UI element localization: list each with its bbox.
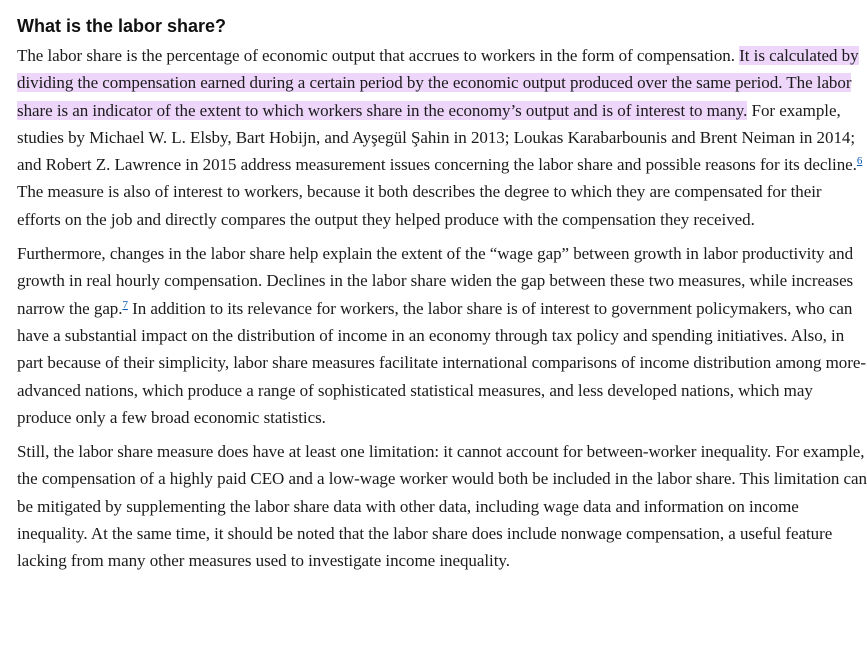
paragraph-2 <box>17 240 867 431</box>
footnote-7-link[interactable]: 7 <box>122 298 128 311</box>
footnote-6-link[interactable]: 6 <box>856 155 863 168</box>
paragraph-1-tail: The measure is also of interest to workers, because it both describes the degree to which they are compensated for their efforts on the job and directly compares the output they helped produce with the compensation they received. <box>17 182 822 229</box>
paragraph-1-lead: The labor share is the percentage of economic output that accrues to workers in the form of compensation. <box>17 46 735 65</box>
article-section <box>17 14 867 582</box>
section-heading: What is the labor share? <box>17 16 227 36</box>
highlighted-text[interactable]: It is calculated by dividing the compensation earned during a certain period by the economic output produced over the same period. The labor share is an indicator of the extent to which workers share in the economy’s output and is of interest to many. <box>17 46 859 120</box>
paragraph-2-lead: Furthermore, changes in the labor share help explain the extent of the “wage gap” between growth in labor productivity and growth in real hourly compensation. Declines in the labor share widen the gap between these two measures, while increases narrow the gap. <box>17 244 854 318</box>
footnote-6 <box>857 155 862 167</box>
paragraph-2-tail: In addition to its relevance for workers, the labor share is of interest to government policymakers, who can have a substantial impact on the distribution of income in an economy through tax policy and spending initiatives. Also, in part because of their simplicity, labor share measures facilitate international comparisons of income distribution among more-advanced nations, which produce a range of sophisticated statistical measures, and less developed nations, which may produce only a few broad economic statistics. <box>17 298 866 427</box>
paragraph-1 <box>17 42 867 233</box>
paragraph-1-middle: For example, studies by Michael W. L. Elsby, Bart Hobijn, and Ayşegül Şahin in 2013; Loukas Karabarbounis and Brent Neiman in 2014; and Robert Z. Lawrence in 2015 address measurement issues concerning the labor share and possible reasons for its decline. <box>17 100 857 175</box>
paragraph-3: Still, the labor share measure does have at least one limitation: it cannot account for between-worker inequality. For example, the compensation of a highly paid CEO and a low-wage worker would both be included in the labor share. This limitation can be mitigated by supplementing the labor share data with other data, including wage data and information on income inequality. At the same time, it should be noted that the labor share does include nonwage compensation, a useful feature lacking from many other measures used to investigate income inequality. <box>17 442 867 571</box>
